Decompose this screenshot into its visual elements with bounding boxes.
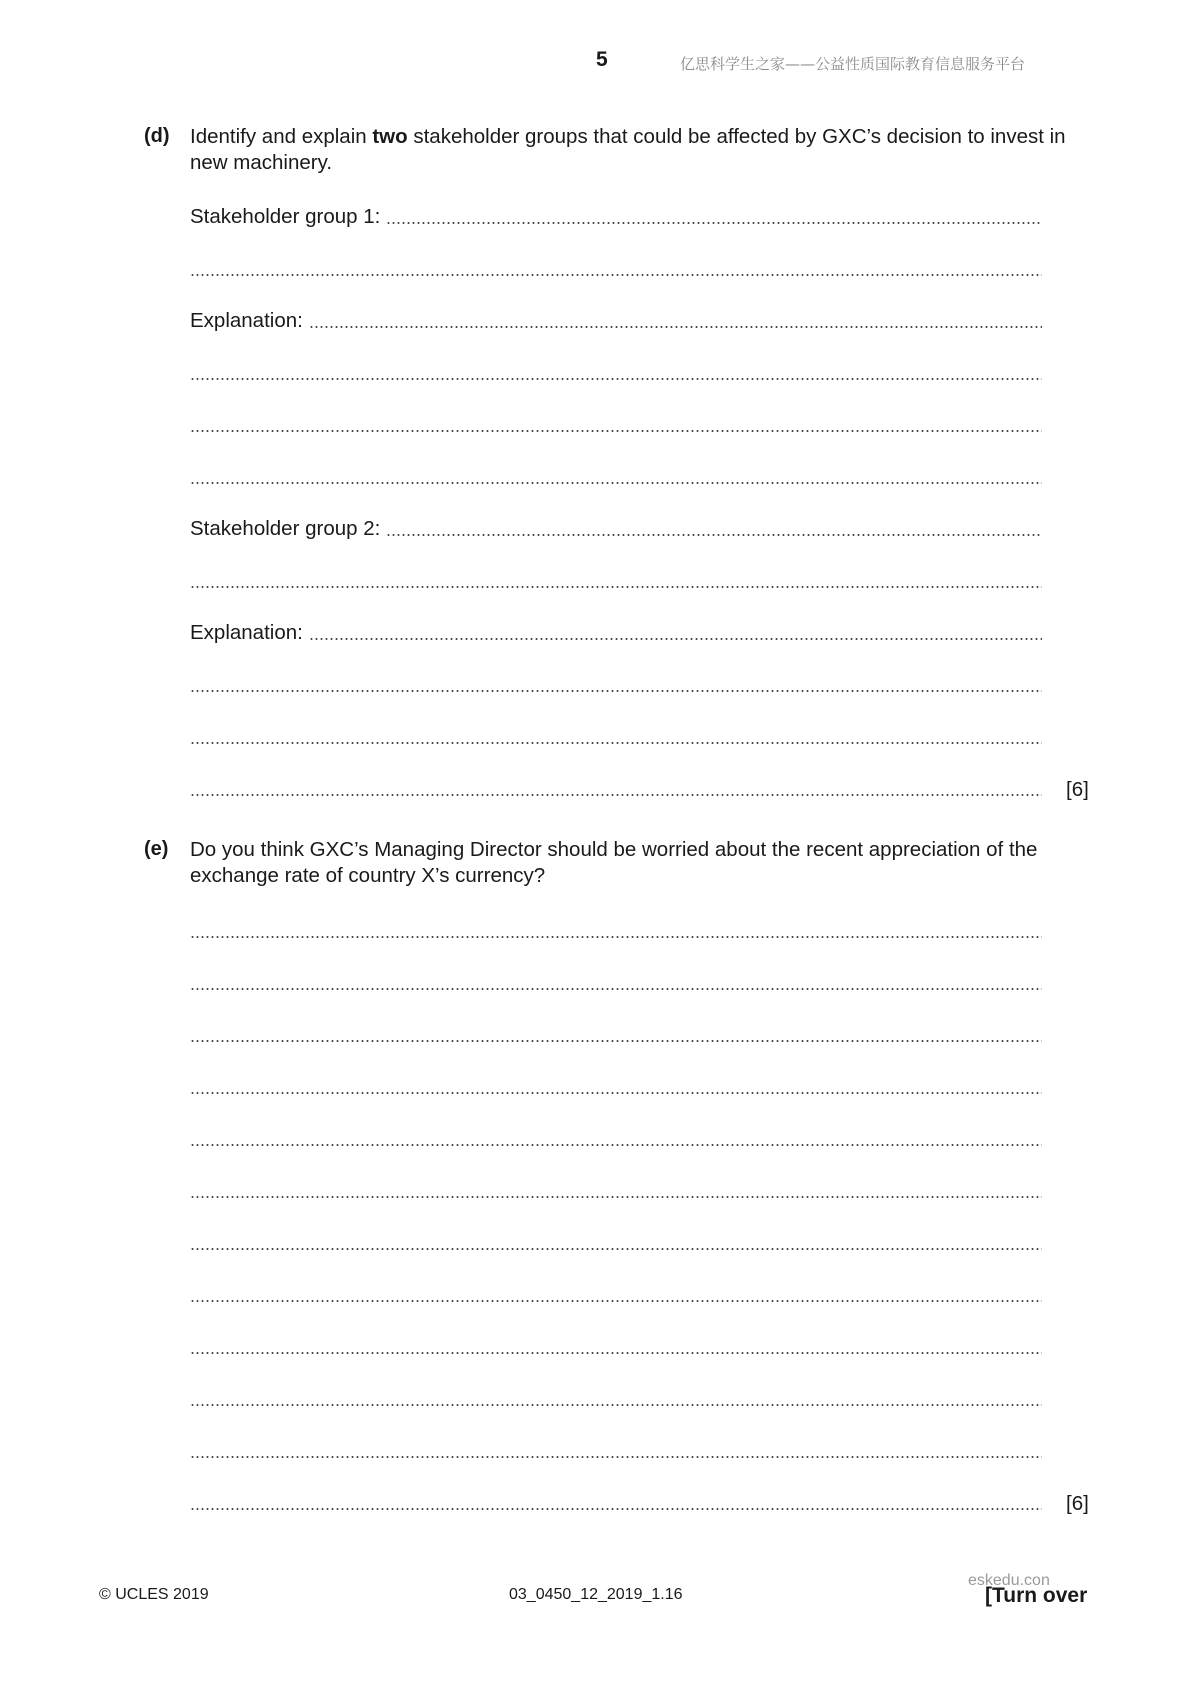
answer-line[interactable] (190, 1386, 1042, 1412)
stakeholder-1-label: Stakeholder group 1: (190, 205, 381, 228)
question-e-text: Do you think GXC’s Managing Director should be worried about the recent appreciation of the exchange rate of country X’s currency? (190, 838, 1038, 887)
answer-dots (190, 1300, 1042, 1302)
turn-over: [Turn over (985, 1584, 1088, 1607)
answer-line[interactable] (190, 1490, 1042, 1516)
answer-dots (190, 690, 1042, 692)
answer-dots (190, 1040, 1042, 1042)
answer-line[interactable] (190, 1178, 1042, 1204)
explanation-2-line[interactable] (190, 620, 1042, 646)
answer-line[interactable] (190, 412, 1042, 438)
question-d-marks: [6] (1066, 778, 1089, 801)
footer-watermark: eskedu.con (968, 1572, 1050, 1589)
question-d-text (190, 124, 1100, 176)
answer-line[interactable] (190, 1074, 1042, 1100)
answer-line[interactable] (190, 672, 1042, 698)
answer-line[interactable] (190, 256, 1042, 282)
answer-line[interactable] (190, 970, 1042, 996)
answer-dots (386, 534, 1042, 536)
answer-line[interactable] (190, 568, 1042, 594)
stakeholder-2-label: Stakeholder group 2: (190, 517, 381, 540)
answer-line[interactable] (190, 1438, 1042, 1464)
answer-line[interactable] (190, 918, 1042, 944)
question-d-text-after: stakeholder groups that could be affected by GXC’s decision to invest in new machinery. (190, 125, 1066, 174)
answer-dots (190, 988, 1042, 990)
answer-line[interactable] (190, 1230, 1042, 1256)
answer-line[interactable] (190, 360, 1042, 386)
explanation-2-label: Explanation: (190, 621, 303, 644)
answer-dots (190, 794, 1042, 796)
answer-dots (190, 586, 1042, 588)
answer-line[interactable] (190, 1334, 1042, 1360)
answer-dots (190, 1352, 1042, 1354)
answer-dots (190, 482, 1042, 484)
stakeholder-2-line[interactable] (190, 516, 1042, 542)
answer-dots (190, 378, 1042, 380)
answer-dots (190, 1248, 1042, 1250)
answer-line[interactable] (190, 464, 1042, 490)
answer-dots (190, 430, 1042, 432)
answer-dots (309, 326, 1042, 328)
question-e-marks: [6] (1066, 1492, 1089, 1515)
answer-dots (190, 742, 1042, 744)
answer-line[interactable] (190, 1126, 1042, 1152)
explanation-1-line[interactable] (190, 308, 1042, 334)
page-number: 5 (596, 48, 608, 71)
answer-dots (190, 1456, 1042, 1458)
question-d-text-before: Identify and explain (190, 125, 373, 148)
answer-line[interactable] (190, 1282, 1042, 1308)
answer-dots (190, 274, 1042, 276)
answer-dots (386, 222, 1042, 224)
question-e-label: (e) (144, 838, 169, 860)
explanation-1-label: Explanation: (190, 309, 303, 332)
footer-copyright: © UCLES 2019 (99, 1586, 209, 1603)
answer-dots (309, 638, 1042, 640)
stakeholder-1-line[interactable] (190, 204, 1042, 230)
question-d-label: (d) (144, 125, 170, 147)
header-watermark: 亿思科学生之家——公益性质国际教育信息服务平台 (680, 55, 1026, 73)
answer-dots (190, 1404, 1042, 1406)
footer-code: 03_0450_12_2019_1.16 (509, 1586, 683, 1603)
question-d-text-bold: two (372, 125, 408, 148)
answer-line[interactable] (190, 776, 1042, 802)
answer-line[interactable] (190, 724, 1042, 750)
answer-dots (190, 1196, 1042, 1198)
answer-dots (190, 1508, 1042, 1510)
answer-line[interactable] (190, 1022, 1042, 1048)
answer-dots (190, 1144, 1042, 1146)
answer-dots (190, 936, 1042, 938)
answer-dots (190, 1092, 1042, 1094)
